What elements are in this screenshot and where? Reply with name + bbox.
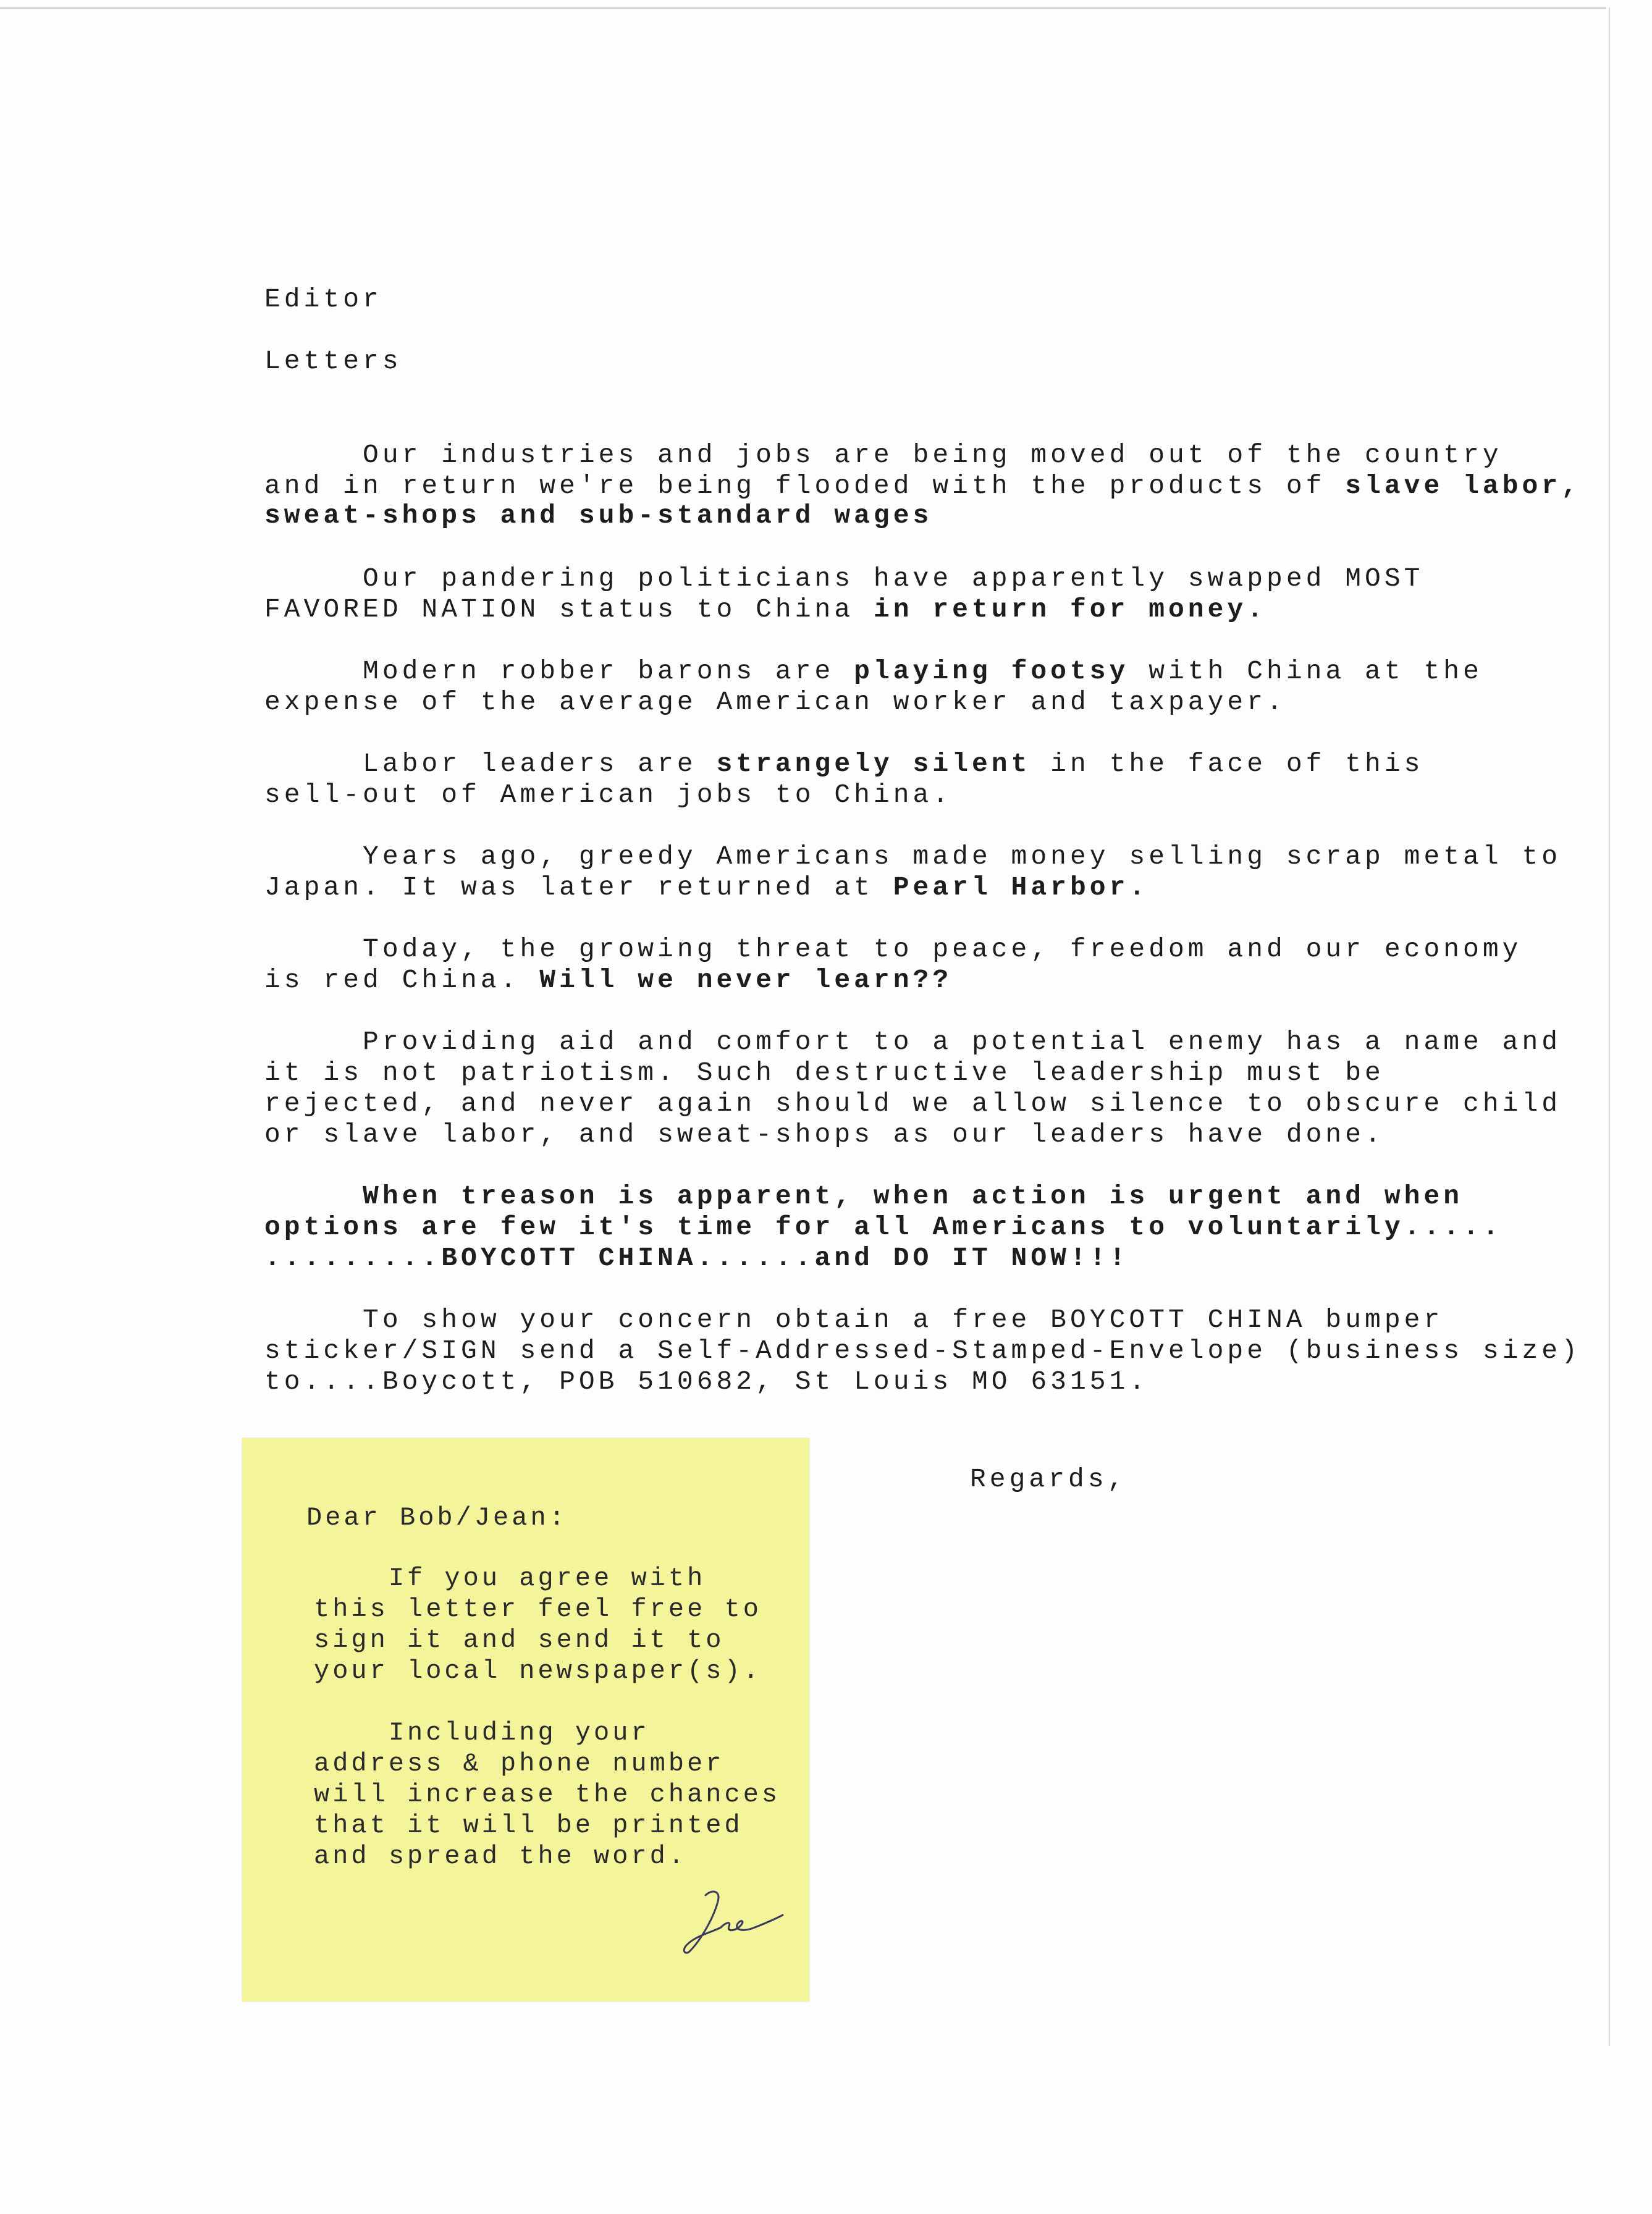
p2-line-1: Our pandering politicians have apparently swapped MOST xyxy=(264,563,1424,594)
p8-line-3: .........BOYCOTT CHINA......and DO IT NOW!!! xyxy=(264,1243,1129,1273)
note-line-5: Including your xyxy=(314,1718,650,1748)
p9-line-1: To show your concern obtain a free BOYCOTT CHINA bumper xyxy=(264,1305,1444,1335)
page-top-edge xyxy=(0,7,1606,9)
note-line-9: and spread the word. xyxy=(314,1841,688,1871)
note-line-4: your local newspaper(s). xyxy=(314,1656,762,1686)
sticky-note xyxy=(242,1438,809,2001)
p8-line-2: options are few it's time for all Americans to voluntarily..... xyxy=(264,1212,1502,1242)
heading-editor: Editor xyxy=(264,284,382,314)
note-line-6: address & phone number xyxy=(314,1749,725,1778)
page-right-edge xyxy=(1609,7,1610,2046)
p7-line-3: rejected, and never again should we allow silence to obscure child xyxy=(264,1088,1562,1119)
p1-line-1: Our industries and jobs are being moved out of the country xyxy=(264,440,1502,470)
p7-line-1: Providing aid and comfort to a potential enemy has a name and xyxy=(264,1027,1562,1057)
p6-line-1: Today, the growing threat to peace, freedom and our economy xyxy=(264,934,1522,964)
closing-regards: Regards, xyxy=(970,1464,1127,1494)
note-line-2: this letter feel free to xyxy=(314,1594,762,1624)
p4-line-1: Labor leaders are strangely silent in the face of this xyxy=(264,749,1424,779)
note-line-3: sign it and send it to xyxy=(314,1625,725,1655)
p7-line-4: or slave labor, and sweat-shops as our leaders have done. xyxy=(264,1119,1384,1150)
p4-line-2: sell-out of American jobs to China. xyxy=(264,780,953,810)
p5-line-2: Japan. It was later returned at Pearl Harbor. xyxy=(264,872,1149,903)
note-line-1: If you agree with xyxy=(314,1564,706,1593)
p8-line-1: When treason is apparent, when action is urgent and when xyxy=(264,1181,1464,1211)
p1-line-3: sweat-shops and sub-standard wages xyxy=(264,500,933,531)
p5-line-1: Years ago, greedy Americans made money selling scrap metal to xyxy=(264,841,1562,872)
heading-letters: Letters xyxy=(264,346,402,376)
p7-line-2: it is not patriotism. Such destructive leadership must be xyxy=(264,1058,1384,1088)
handwritten-signature xyxy=(662,1883,786,1957)
note-line-7: will increase the chances xyxy=(314,1780,781,1809)
p3-line-2: expense of the average American worker and taxpayer. xyxy=(264,687,1286,717)
note-line-8: that it will be printed xyxy=(314,1811,743,1840)
p9-line-2: sticker/SIGN send a Self-Addressed-Stamped-Envelope (business size) xyxy=(264,1336,1581,1366)
note-greeting: Dear Bob/Jean: xyxy=(306,1503,568,1533)
p2-line-2: FAVORED NATION status to China in return for money. xyxy=(264,594,1267,625)
p6-line-2: is red China. Will we never learn?? xyxy=(264,965,953,995)
p9-line-3: to....Boycott, POB 510682, St Louis MO 63151. xyxy=(264,1366,1149,1397)
p3-line-1: Modern robber barons are playing footsy with China at the xyxy=(264,656,1483,686)
p1-line-2: and in return we're being flooded with the products of slave labor, xyxy=(264,471,1581,501)
